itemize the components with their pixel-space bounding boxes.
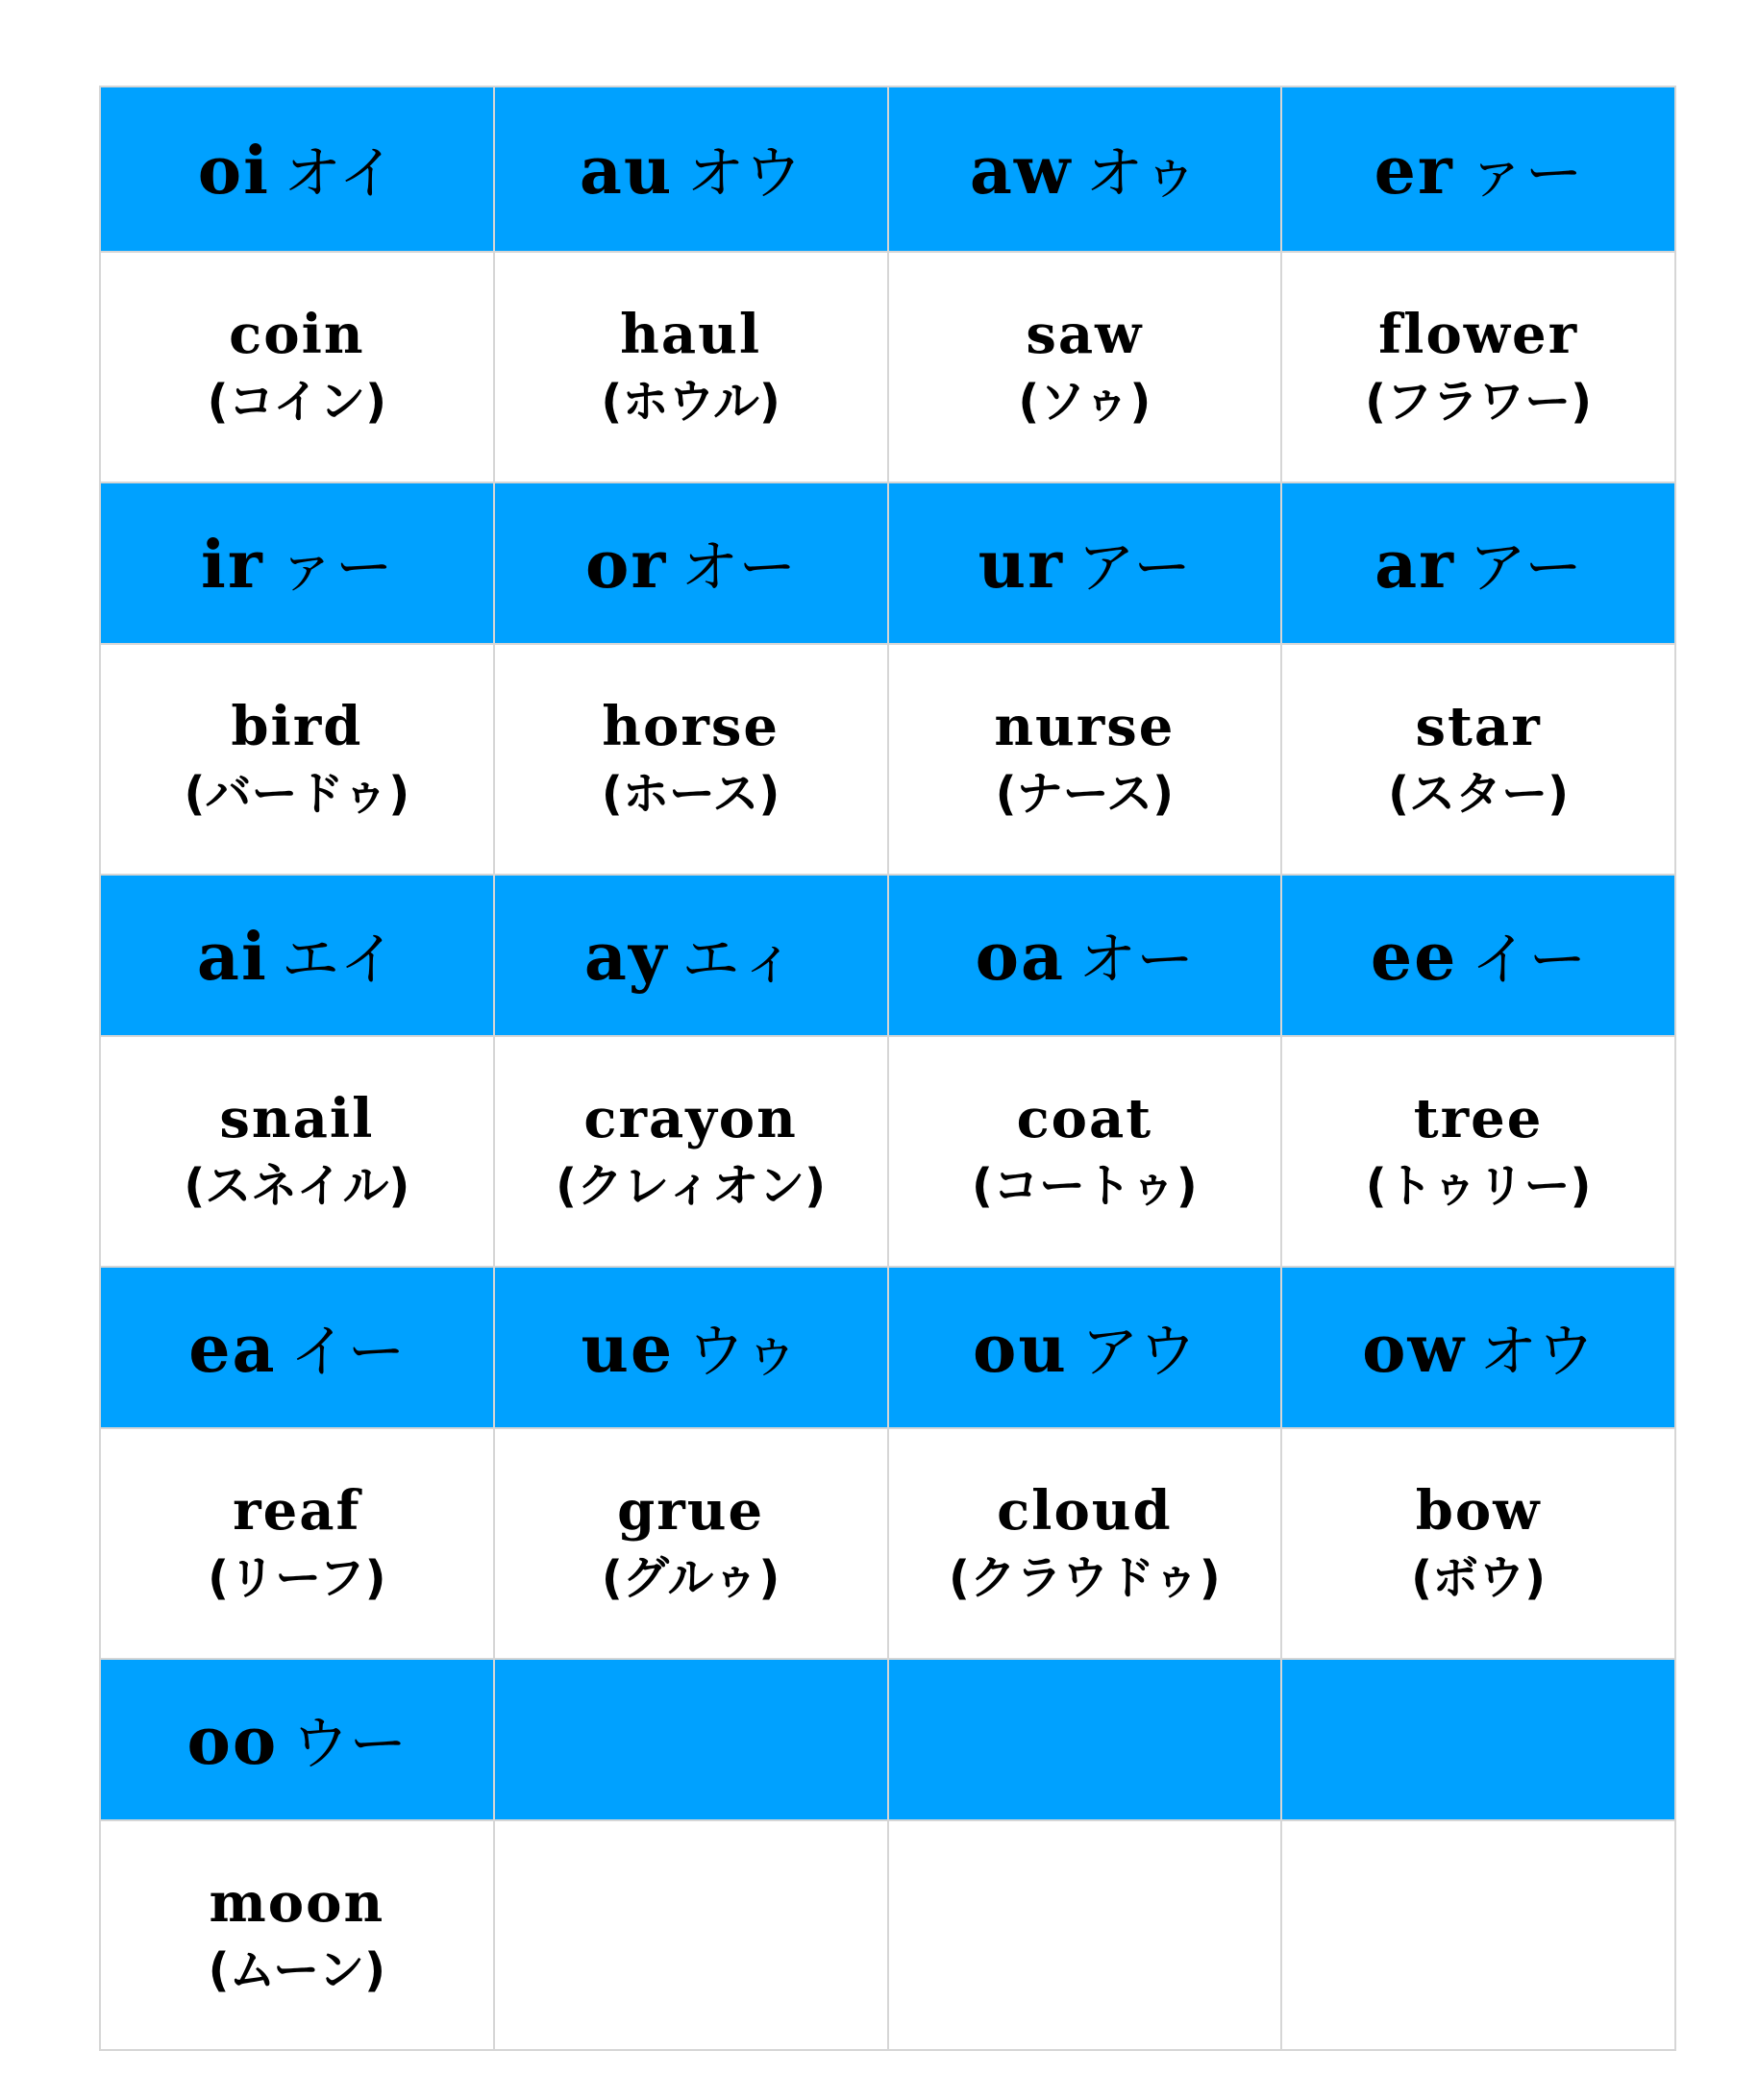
phonics-kana: オー <box>681 534 797 602</box>
phonics-header-cell <box>1281 1267 1675 1428</box>
phonics-header-cell <box>888 875 1282 1036</box>
example-word: star <box>1415 695 1542 758</box>
phonics-kana: ウー <box>291 1711 408 1778</box>
example-word: grue <box>617 1479 765 1543</box>
example-word-kana: (ムーン) <box>208 1942 386 1997</box>
header-row <box>100 875 1675 1036</box>
phonics-code: ay <box>583 919 669 996</box>
example-word-cell <box>1281 252 1675 482</box>
example-word-kana: (コイン) <box>207 375 387 429</box>
phonics-header-cell <box>494 875 888 1036</box>
phonics-header-cell <box>888 482 1282 644</box>
phonics-code: ea <box>188 1311 277 1388</box>
example-word-kana: (ソゥ) <box>1018 375 1151 429</box>
phonics-header-cell <box>100 1267 494 1428</box>
example-word: coin <box>229 303 365 366</box>
example-word: reaf <box>233 1479 361 1543</box>
phonics-header-cell <box>1281 482 1675 644</box>
phonics-header-cell <box>1281 875 1675 1036</box>
header-row <box>100 1659 1675 1820</box>
example-word-kana: (ナース) <box>995 767 1175 821</box>
example-word: snail <box>219 1087 375 1150</box>
phonics-code: ou <box>972 1311 1068 1388</box>
example-word: bird <box>231 695 363 758</box>
example-word-kana: (ホウル) <box>601 375 780 429</box>
phonics-kana: イー <box>289 1319 406 1386</box>
phonics-kana: オウ <box>686 140 803 208</box>
phonics-kana: ウゥ <box>687 1319 801 1386</box>
example-word-kana: (クレィオン) <box>556 1159 827 1213</box>
example-word: saw <box>1026 303 1144 366</box>
example-word-kana: (スター) <box>1388 767 1570 821</box>
word-row <box>100 644 1675 875</box>
phonics-kana: オゥ <box>1085 140 1200 208</box>
phonics-kana: オウ <box>1479 1319 1596 1386</box>
phonics-kana: オー <box>1078 926 1195 994</box>
word-row <box>100 1820 1675 2050</box>
empty-header-cell <box>494 1659 888 1820</box>
phonics-kana: アー <box>1077 534 1192 602</box>
example-word: moon <box>209 1870 385 1935</box>
phonics-code: ow <box>1362 1311 1467 1388</box>
phonics-code: oa <box>975 919 1066 996</box>
phonics-code: oo <box>186 1703 279 1780</box>
phonics-kana: アウ <box>1080 1319 1197 1386</box>
empty-word-cell <box>494 1820 888 2050</box>
example-word-kana: (フラワー) <box>1365 375 1593 429</box>
phonics-code: ai <box>196 919 268 996</box>
empty-header-cell <box>888 1659 1282 1820</box>
phonics-code: ir <box>201 527 264 604</box>
example-word-cell <box>888 1428 1282 1659</box>
example-word-kana: (ホース) <box>601 767 780 821</box>
example-word-cell <box>1281 1428 1675 1659</box>
phonics-header-cell <box>100 86 494 252</box>
example-word-cell <box>494 1036 888 1267</box>
phonics-code: or <box>585 527 668 604</box>
word-row <box>100 1428 1675 1659</box>
example-word: crayon <box>583 1087 798 1150</box>
phonics-kana: アー <box>1468 534 1583 602</box>
phonics-header-cell <box>1281 86 1675 252</box>
example-word-cell <box>100 1820 494 2050</box>
example-word-kana: (クラウドゥ) <box>949 1551 1221 1605</box>
example-word-cell <box>888 252 1282 482</box>
phonics-kana: エイ <box>281 926 397 994</box>
example-word: coat <box>1016 1087 1153 1150</box>
example-word-cell <box>494 644 888 875</box>
phonics-header-cell <box>100 1659 494 1820</box>
example-word-cell <box>100 252 494 482</box>
phonics-code: ar <box>1374 527 1455 604</box>
phonics-kana: エィ <box>681 926 798 994</box>
example-word-kana: (トゥリー) <box>1365 1159 1592 1213</box>
example-word: flower <box>1378 303 1579 366</box>
phonics-header-cell <box>494 482 888 644</box>
phonics-kana: ァー <box>1467 140 1583 208</box>
example-word-kana: (バードゥ) <box>184 767 410 821</box>
phonics-chart <box>99 86 1676 2051</box>
phonics-code: ur <box>978 527 1064 604</box>
example-word: nurse <box>994 695 1176 758</box>
example-word-kana: (スネイル) <box>184 1159 410 1213</box>
phonics-code: er <box>1374 133 1454 210</box>
header-row <box>100 482 1675 644</box>
example-word: haul <box>620 303 762 366</box>
example-word-cell <box>888 1036 1282 1267</box>
phonics-kana: ァー <box>277 534 393 602</box>
example-word-cell <box>888 644 1282 875</box>
phonics-kana: オイ <box>283 140 396 208</box>
example-word-cell <box>100 1036 494 1267</box>
phonics-code: aw <box>969 133 1073 210</box>
example-word-kana: (リーフ) <box>208 1551 386 1605</box>
example-word-cell <box>494 1428 888 1659</box>
phonics-code: ee <box>1370 919 1458 996</box>
example-word-kana: (ボウ) <box>1411 1551 1547 1605</box>
example-word-cell <box>1281 1036 1675 1267</box>
phonics-header-cell <box>100 482 494 644</box>
phonics-kana: イー <box>1471 926 1587 994</box>
phonics-code: oi <box>197 133 270 210</box>
phonics-header-cell <box>888 1267 1282 1428</box>
example-word: bow <box>1415 1479 1542 1543</box>
empty-word-cell <box>1281 1820 1675 2050</box>
phonics-code: ue <box>581 1311 675 1388</box>
phonics-code: au <box>579 133 674 210</box>
phonics-header-cell <box>100 875 494 1036</box>
header-row <box>100 86 1675 252</box>
phonics-header-cell <box>888 86 1282 252</box>
example-word-kana: (グルゥ) <box>601 1551 780 1605</box>
example-word-cell <box>100 1428 494 1659</box>
empty-word-cell <box>888 1820 1282 2050</box>
phonics-header-cell <box>494 86 888 252</box>
word-row <box>100 252 1675 482</box>
word-row <box>100 1036 1675 1267</box>
phonics-header-cell <box>494 1267 888 1428</box>
example-word: horse <box>602 695 780 758</box>
example-word-kana: (コートゥ) <box>972 1159 1198 1213</box>
example-word-cell <box>1281 644 1675 875</box>
example-word-cell <box>494 252 888 482</box>
example-word: tree <box>1413 1087 1544 1150</box>
empty-header-cell <box>1281 1659 1675 1820</box>
example-word-cell <box>100 644 494 875</box>
header-row <box>100 1267 1675 1428</box>
example-word: cloud <box>997 1479 1173 1543</box>
